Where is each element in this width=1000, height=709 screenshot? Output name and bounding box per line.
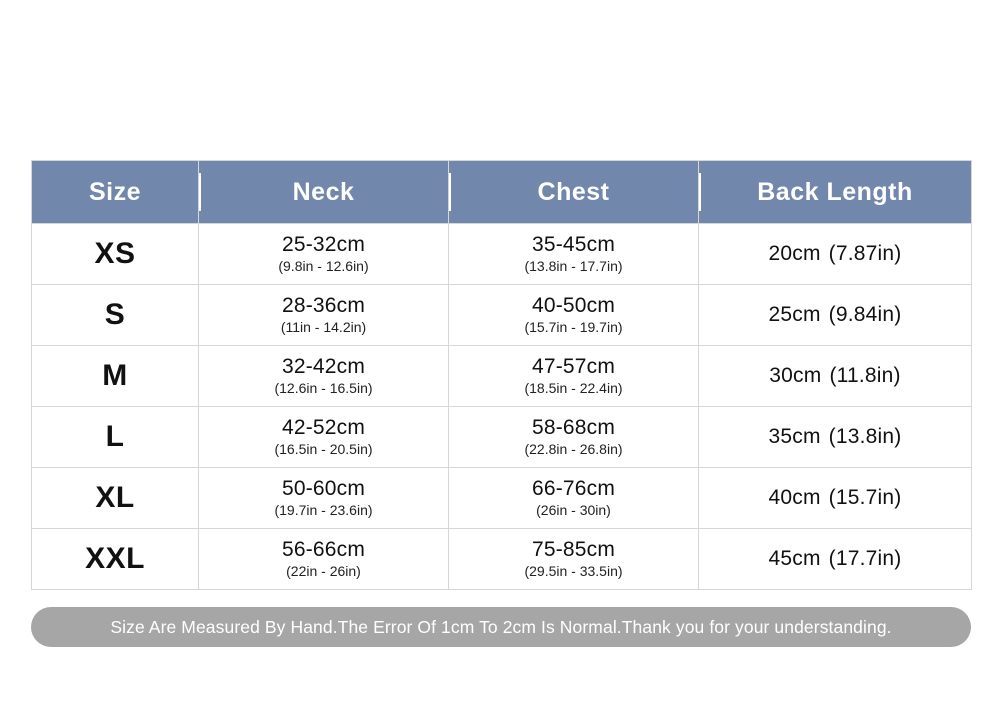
- cell-neck: [199, 468, 449, 529]
- cell-back-cm: 45cm: [768, 547, 821, 570]
- column-header-neck: Neck: [199, 161, 449, 224]
- cell-chest-cm: 75-85cm: [531, 537, 616, 561]
- table-row: [32, 224, 972, 285]
- cell-chest-in: (22.8in - 26.8in): [524, 440, 623, 457]
- table-row: [32, 468, 972, 529]
- cell-chest-cm: 58-68cm: [531, 415, 616, 439]
- table-body: [32, 224, 972, 590]
- cell-chest-cm: 66-76cm: [531, 476, 616, 500]
- cell-neck-cm: 25-32cm: [281, 232, 366, 256]
- cell-back-in: (7.87in): [828, 242, 902, 265]
- cell-neck-cm: 28-36cm: [281, 293, 366, 317]
- cell-back-length: [699, 407, 972, 468]
- cell-neck: [199, 224, 449, 285]
- cell-back-cm: 25cm: [768, 303, 821, 326]
- cell-chest-cm: 40-50cm: [531, 293, 616, 317]
- cell-size: XXL: [32, 529, 199, 590]
- cell-back-in: (15.7in): [828, 486, 902, 509]
- cell-chest-cm: 35-45cm: [531, 232, 616, 256]
- cell-neck-cm: 50-60cm: [281, 476, 366, 500]
- size-table: [31, 160, 972, 590]
- cell-neck-in: (19.7in - 23.6in): [274, 501, 373, 518]
- cell-neck-cm: 32-42cm: [281, 354, 366, 378]
- table-row: [32, 285, 972, 346]
- cell-back-length: [699, 224, 972, 285]
- cell-back-cm: 35cm: [768, 425, 821, 448]
- cell-back-length: [699, 529, 972, 590]
- cell-chest: [449, 346, 699, 407]
- cell-chest: [449, 407, 699, 468]
- cell-neck-cm: 42-52cm: [281, 415, 366, 439]
- cell-back-in: (17.7in): [828, 547, 902, 570]
- cell-back-length: [699, 468, 972, 529]
- cell-back-length: [699, 285, 972, 346]
- cell-neck-in: (16.5in - 20.5in): [274, 440, 373, 457]
- cell-neck-in: (22in - 26in): [286, 562, 361, 579]
- table-header: [32, 161, 972, 224]
- cell-size: L: [32, 407, 199, 468]
- size-chart: [31, 160, 971, 590]
- cell-back-length: [699, 346, 972, 407]
- cell-chest: [449, 224, 699, 285]
- cell-chest: [449, 468, 699, 529]
- cell-neck: [199, 346, 449, 407]
- cell-chest-in: (13.8in - 17.7in): [524, 257, 623, 274]
- cell-chest-in: (26in - 30in): [536, 501, 611, 518]
- column-header-chest: Chest: [449, 161, 699, 224]
- column-header-back-length: Back Length: [699, 161, 972, 224]
- cell-neck-in: (12.6in - 16.5in): [274, 379, 373, 396]
- measurement-note: Size Are Measured By Hand.The Error Of 1cm To 2cm Is Normal.Thank you for your understanding.: [31, 607, 971, 647]
- column-header-size: Size: [32, 161, 199, 224]
- cell-size: XS: [32, 224, 199, 285]
- cell-back-cm: 40cm: [768, 486, 821, 509]
- cell-size: M: [32, 346, 199, 407]
- cell-chest: [449, 529, 699, 590]
- cell-chest-in: (18.5in - 22.4in): [524, 379, 623, 396]
- cell-neck-in: (11in - 14.2in): [280, 318, 367, 335]
- cell-chest-in: (15.7in - 19.7in): [524, 318, 623, 335]
- cell-back-cm: 30cm: [769, 364, 822, 387]
- table-row: [32, 346, 972, 407]
- cell-back-in: (11.8in): [829, 364, 901, 387]
- table-row: [32, 407, 972, 468]
- cell-neck-cm: 56-66cm: [281, 537, 366, 561]
- cell-neck: [199, 407, 449, 468]
- header-row: [32, 161, 972, 224]
- cell-chest: [449, 285, 699, 346]
- cell-back-cm: 20cm: [768, 242, 821, 265]
- cell-back-in: (9.84in): [828, 303, 902, 326]
- cell-back-in: (13.8in): [828, 425, 902, 448]
- cell-chest-cm: 47-57cm: [531, 354, 616, 378]
- table-row: [32, 529, 972, 590]
- cell-neck: [199, 285, 449, 346]
- cell-neck: [199, 529, 449, 590]
- cell-size: S: [32, 285, 199, 346]
- cell-chest-in: (29.5in - 33.5in): [524, 562, 623, 579]
- cell-neck-in: (9.8in - 12.6in): [278, 257, 369, 274]
- cell-size: XL: [32, 468, 199, 529]
